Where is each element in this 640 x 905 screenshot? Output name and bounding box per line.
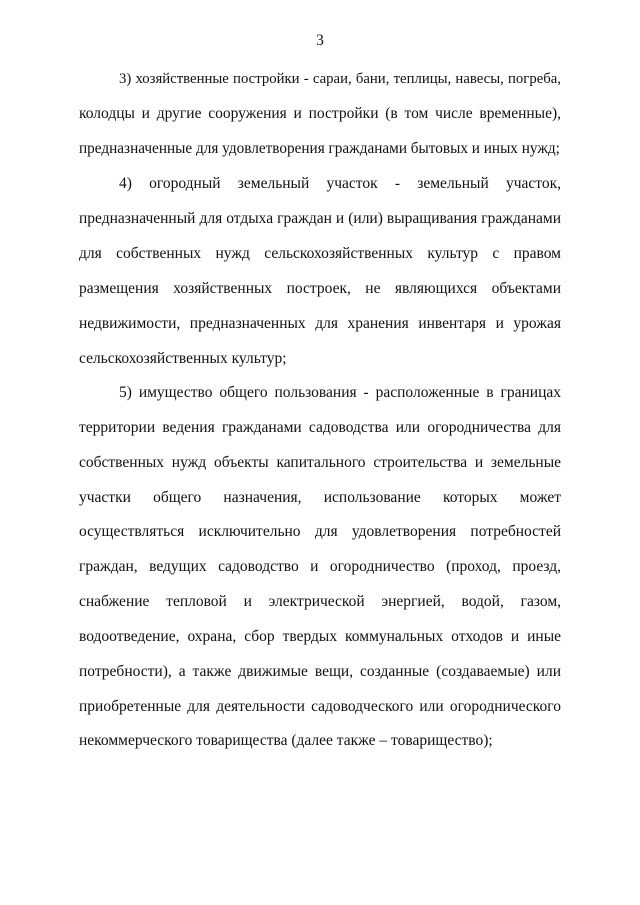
text-line: осуществляться исключительно для удовлетворения потребностей xyxy=(79,523,561,540)
text-line: граждан, ведущих садоводство и огородничество (проход, проезд, xyxy=(79,558,561,575)
text-line: сельскохозяйственных культур; xyxy=(79,350,287,367)
text-line: размещения хозяйственных построек, не являющихся объектами xyxy=(79,280,561,297)
text-line: потребности), а также движимые вещи, созданные (создаваемые) или xyxy=(79,663,561,680)
text-line: колодцы и другие сооружения и постройки (в том числе временные), xyxy=(79,105,561,122)
text-line: некоммерческого товарищества (далее также – товарищество); xyxy=(79,732,493,749)
text-line: приобретенные для деятельности садоводческого или огороднического xyxy=(79,698,561,715)
text-line: участки общего назначения, использование которых может xyxy=(79,489,561,506)
text-line: предназначенный для отдыха граждан и (или) выращивания гражданами xyxy=(79,210,561,227)
page-number: 3 xyxy=(316,32,324,49)
text-line: территории ведения гражданами садоводства или огородничества для xyxy=(79,419,561,436)
text-line: 3) хозяйственные постройки - сараи, бани, теплицы, навесы, погреба, xyxy=(119,71,561,87)
text-line: предназначенные для удовлетворения гражданами бытовых и иных нужд; xyxy=(79,140,560,157)
text-line: собственных нужд объекты капитального строительства и земельные xyxy=(79,454,561,471)
text-line: снабжение тепловой и электрической энергией, водой, газом, xyxy=(79,593,561,610)
text-line: недвижимости, предназначенных для хранения инвентаря и урожая xyxy=(79,315,561,332)
text-line: 4) огородный земельный участок - земельный участок, xyxy=(119,175,561,192)
text-line: для собственных нужд сельскохозяйственных культур с правом xyxy=(79,245,561,262)
text-line: 5) имущество общего пользования - расположенные в границах xyxy=(119,384,561,401)
text-line: водоотведение, охрана, сбор твердых коммунальных отходов и иные xyxy=(79,628,561,645)
